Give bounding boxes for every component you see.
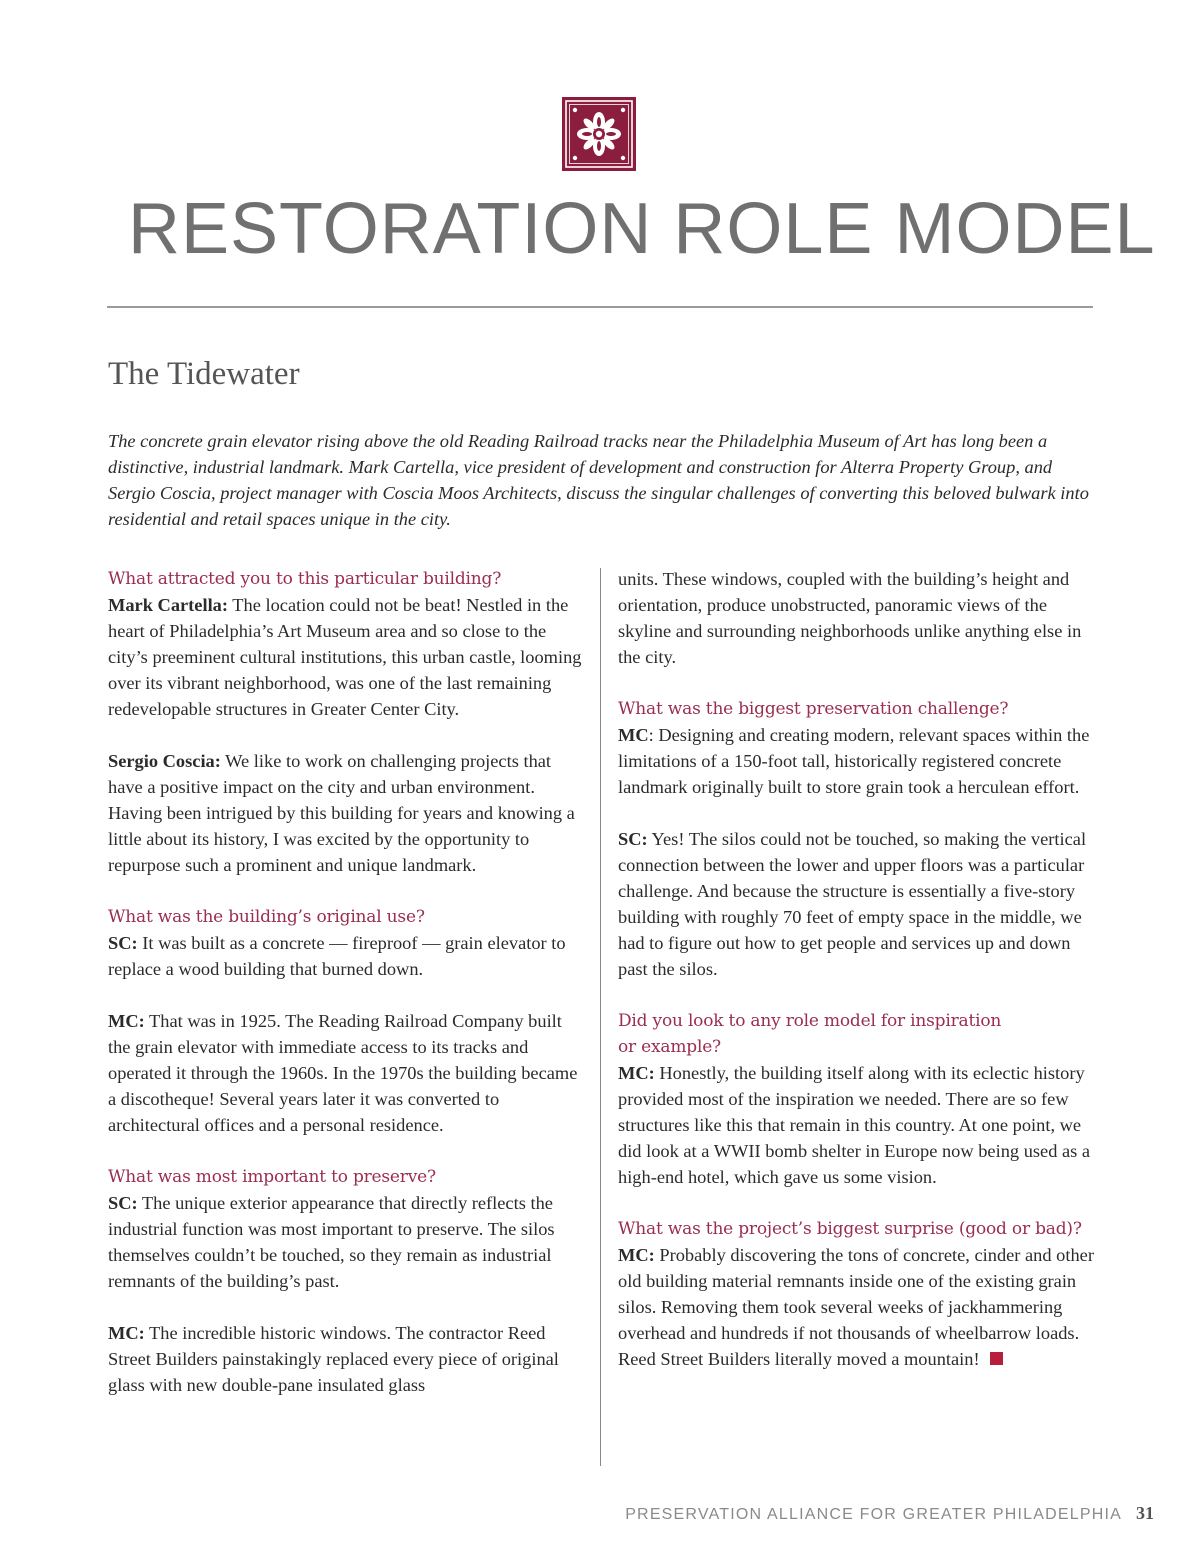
answer-text: That was in 1925. The Reading Railroad Company built the grain elevator with immediate access to its tracks and operated it through the 1960s. In the 1970s the building became a discotheque! Several years later it was converted to architectural offices and a personal residence. — [108, 1011, 578, 1135]
question-heading: What was the building’s original use? — [108, 907, 425, 927]
speaker-label: Sergio Coscia: — [108, 751, 221, 771]
page-number: 31 — [1136, 1503, 1154, 1523]
speaker-label: MC: — [618, 1245, 655, 1265]
title-divider — [107, 306, 1093, 308]
ornamental-tile-icon — [562, 97, 636, 171]
answer-paragraph — [618, 1242, 1094, 1372]
question-heading: Did you look to any role model for inspiration or example? — [618, 1011, 1002, 1057]
answer-paragraph — [108, 1190, 586, 1294]
answer-text: Probably discovering the tons of concrete, cinder and other old building material remnants inside one of the existing grain silos. Removing them took several weeks of jackhammering overhead and hundreds if not thousands of wheelbarrow loads. Reed Street Builders literally moved a mountain! — [618, 1245, 1094, 1369]
answer-paragraph — [618, 1060, 1094, 1190]
page-title: RESTORATION ROLE MODEL — [128, 189, 1156, 269]
speaker-label: MC: — [108, 1323, 145, 1343]
question-heading: What was the project’s biggest surprise (good or bad)? — [618, 1219, 1082, 1239]
answer-paragraph: units. These windows, coupled with the building’s height and orientation, produce unobstructed, panoramic views of the skyline and surrounding neighborhoods unlike anything else in the city. — [618, 569, 1082, 667]
left-column — [108, 566, 586, 1398]
answer-paragraph — [108, 1320, 586, 1398]
answer-paragraph — [108, 1008, 586, 1138]
right-column — [618, 566, 1094, 1372]
question-heading: What was most important to preserve? — [108, 1167, 436, 1187]
answer-paragraph — [618, 826, 1094, 982]
answer-text: Honestly, the building itself along with its eclectic history provided most of the inspiration we needed. There are so few structures like this that remain in this country. At one point, we did look at a WWII bomb shelter in Europe now being used as a high-end hotel, which gave us some vision. — [618, 1063, 1091, 1187]
answer-text: The location could not be beat! Nestled in the heart of Philadelphia’s Art Museum area and so close to the city’s preeminent cultural institutions, this urban castle, looming over its vibrant neighborhood, was one of the last remaining redevelopable structures in Greater Center City. — [108, 595, 582, 719]
answer-text: : Designing and creating modern, relevant spaces within the limitations of a 150-foot tall, historically registered concrete landmark originally built to store grain took a herculean effort. — [618, 725, 1090, 797]
article-subtitle: The Tidewater — [108, 356, 300, 392]
question-heading: What attracted you to this particular building? — [108, 569, 502, 589]
speaker-label: MC — [618, 725, 649, 745]
answer-text: Yes! The silos could not be touched, so making the vertical connection between the lower and upper floors was a particular challenge. And because the structure is essentially a five-story building with roughly 70 feet of empty space in the middle, we had to figure out how to get people and services up and down past the silos. — [618, 829, 1087, 979]
question-heading: What was the biggest preservation challenge? — [618, 699, 1009, 719]
speaker-label: MC: — [108, 1011, 145, 1031]
answer-paragraph — [108, 592, 586, 722]
answer-text: We like to work on challenging projects that have a positive impact on the city and urban environment. Having been intrigued by this building for years and knowing a little about its history, I was excited by the opportunity to repurpose such a prominent and unique landmark. — [108, 751, 575, 875]
intro-paragraph: The concrete grain elevator rising above the old Reading Railroad tracks near the Philadelphia Museum of Art has long been a distinctive, industrial landmark. Mark Cartella, vice president of development and construction for Alterra Property Group, and Sergio Coscia, project manager with Coscia Moos Architects, discuss the singular challenges of converting this beloved bulwark into residential and retail spaces unique in the city. — [108, 431, 1089, 529]
speaker-label: Mark Cartella: — [108, 595, 229, 615]
answer-paragraph — [108, 748, 586, 878]
end-square-icon — [990, 1352, 1003, 1365]
speaker-label: MC: — [618, 1063, 655, 1083]
page-footer — [625, 1503, 1154, 1524]
answer-text: The incredible historic windows. The contractor Reed Street Builders painstakingly replaced every piece of original glass with new double-pane insulated glass — [108, 1323, 559, 1395]
speaker-label: SC: — [618, 829, 648, 849]
column-divider — [600, 568, 601, 1466]
answer-paragraph — [618, 722, 1094, 800]
answer-text: It was built as a concrete — fireproof — grain elevator to replace a wood building that burned down. — [108, 933, 566, 979]
answer-text: The unique exterior appearance that directly reflects the industrial function was most important to preserve. The silos themselves couldn’t be touched, so they remain as industrial remnants of the building’s past. — [108, 1193, 555, 1291]
answer-paragraph — [108, 930, 586, 982]
speaker-label: SC: — [108, 1193, 138, 1213]
footer-organization: PRESERVATION ALLIANCE FOR GREATER PHILADELPHIA — [625, 1506, 1122, 1523]
speaker-label: SC: — [108, 933, 138, 953]
